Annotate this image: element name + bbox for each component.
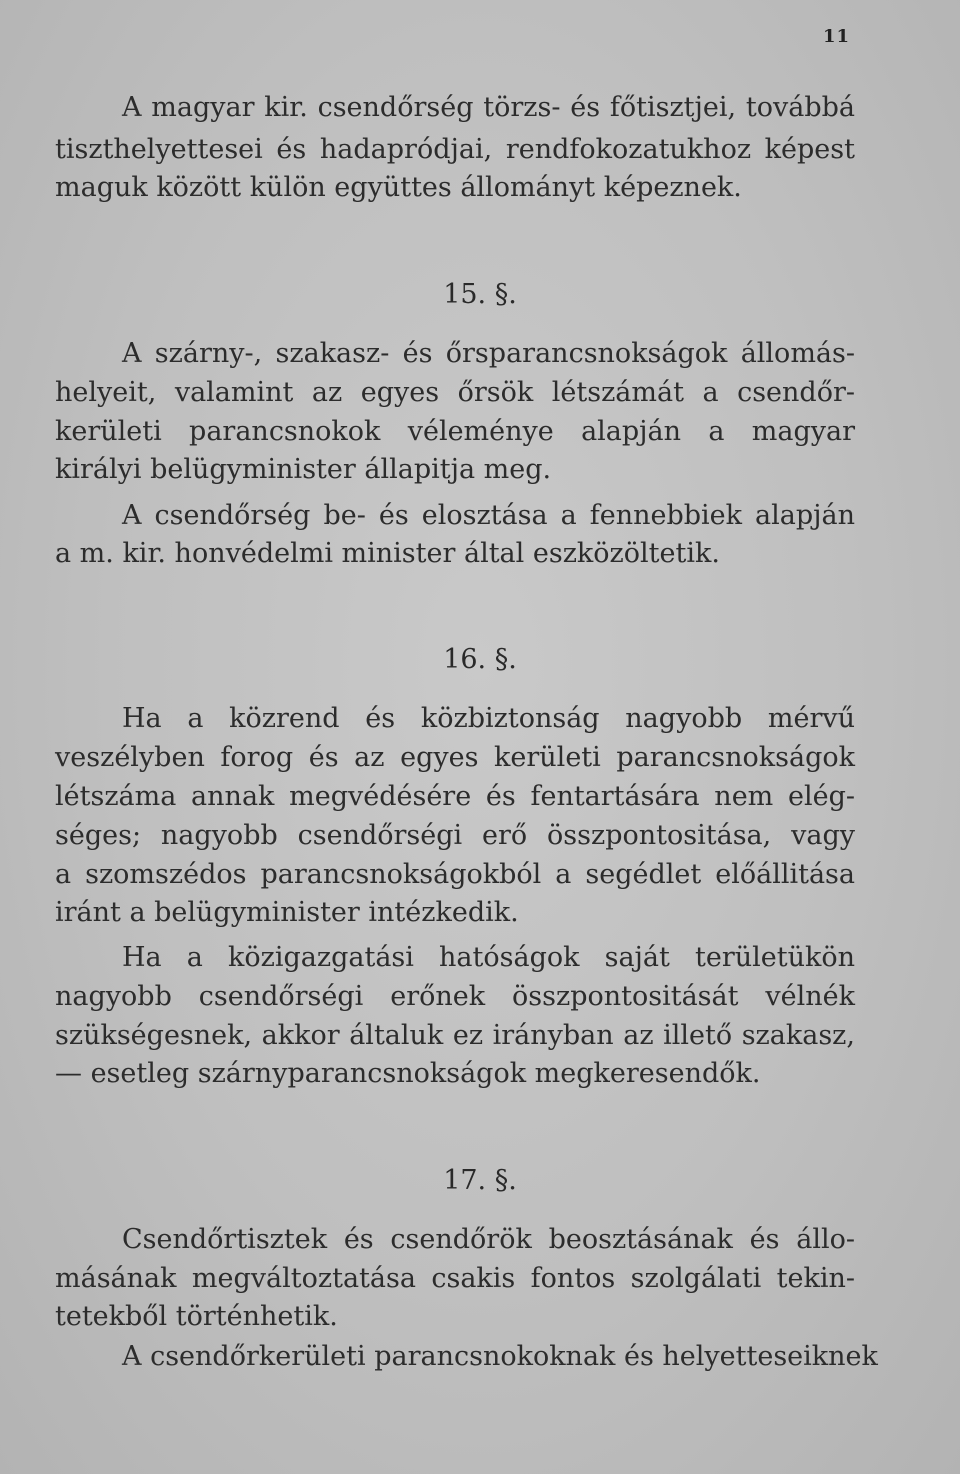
page-number: 11	[822, 26, 850, 47]
section-heading-17: 17. §.	[443, 1165, 517, 1196]
paragraph-line: szükségesnek, akkor általuk ez irányban az illető szakasz,	[55, 1020, 855, 1051]
paragraph-line: tetekből történhetik.	[55, 1301, 338, 1332]
paragraph-line: iránt a belügyminister intézkedik.	[55, 897, 519, 928]
paragraph-line: veszélyben forog és az egyes kerületi parancsnokságok	[55, 742, 855, 773]
paragraph-line: a m. kir. honvédelmi minister által eszközöltetik.	[55, 538, 720, 569]
paragraph-line: létszáma annak megvédésére és fentartására nem elég-	[55, 781, 855, 812]
paragraph-line: helyeit, valamint az egyes őrsök létszámát a csendőr-	[55, 377, 855, 408]
paragraph-line: — esetleg szárnyparancsnokságok megkeresendők.	[55, 1058, 761, 1089]
paragraph-line: Ha a közrend és közbiztonság nagyobb mérvű	[122, 703, 855, 734]
paragraph-line: Ha a közigazgatási hatóságok saját területükön	[122, 942, 855, 973]
paragraph-line: nagyobb csendőrségi erőnek összpontositását vélnék	[55, 981, 855, 1012]
section-heading-16: 16. §.	[443, 644, 517, 675]
section-heading-15: 15. §.	[443, 279, 517, 310]
paragraph-line: tiszthelyettesei és hadapródjai, rendfokozatukhoz képest	[55, 134, 855, 165]
paragraph-line: A csendőrség be- és elosztása a fennebbiek alapján	[122, 500, 855, 531]
paragraph-line: maguk között külön együttes állományt képeznek.	[55, 172, 742, 203]
paragraph-line: A szárny-, szakasz- és őrsparancsnokságok állomás-	[122, 338, 855, 369]
paragraph-line: kerületi parancsnokok véleménye alapján a magyar	[55, 416, 855, 447]
paragraph-line: királyi belügyminister állapitja meg.	[55, 454, 552, 485]
paragraph-line: a szomszédos parancsnokságokból a segédlet előállitása	[55, 859, 855, 890]
paragraph-line: A csendőrkerületi parancsnokoknak és helyetteseiknek	[122, 1341, 878, 1372]
paragraph-line: Csendőrtisztek és csendőrök beosztásának és állo-	[122, 1224, 855, 1255]
paragraph-line: A magyar kir. csendőrség törzs- és főtisztjei, továbbá	[122, 92, 855, 123]
paragraph-line: másának megváltoztatása csakis fontos szolgálati tekin-	[55, 1263, 855, 1294]
paragraph-line: séges; nagyobb csendőrségi erő összpontositása, vagy	[55, 820, 855, 851]
